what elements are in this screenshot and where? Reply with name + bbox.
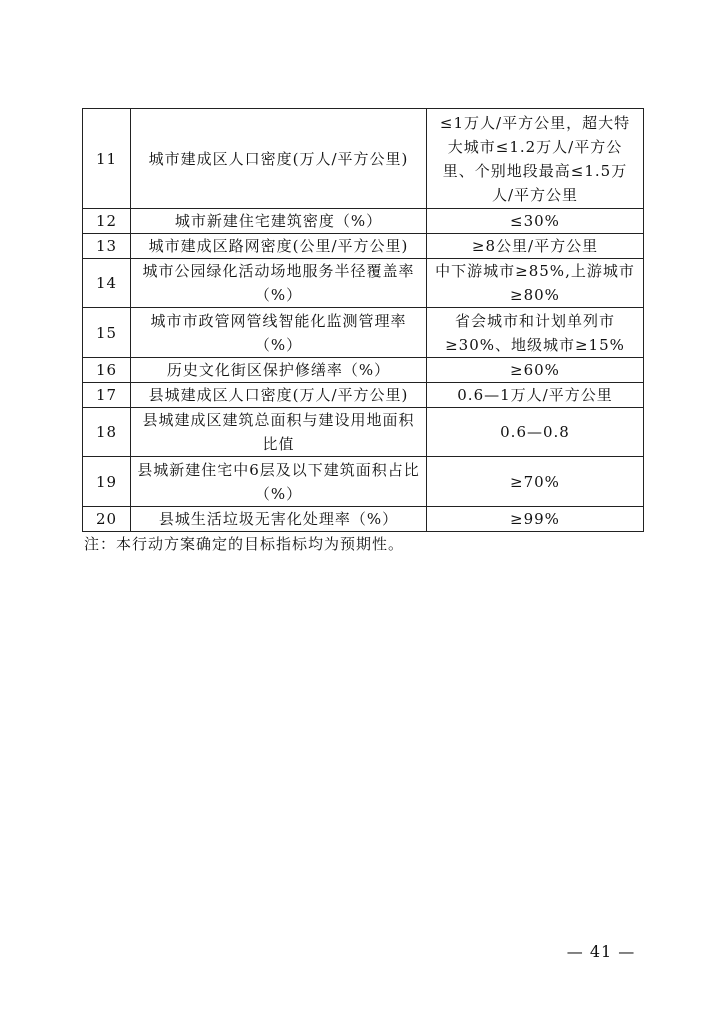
indicator-name: 县城生活垃圾无害化处理率（%） [131, 507, 427, 532]
table-row [83, 507, 644, 532]
indicator-name: 城市市政管网管线智能化监测管理率（%） [131, 308, 427, 358]
indicator-target: 省会城市和计划单列市≥30%、地级城市≥15% [427, 308, 644, 358]
indicator-name: 历史文化街区保护修缮率（%） [131, 358, 427, 383]
row-number: 11 [83, 109, 131, 209]
indicator-table [82, 108, 644, 532]
table-row [83, 358, 644, 383]
indicator-target: 0.6—1万人/平方公里 [427, 383, 644, 408]
indicator-name: 城市新建住宅建筑密度（%） [131, 209, 427, 234]
row-number: 13 [83, 234, 131, 259]
table-row [83, 457, 644, 507]
table-row [83, 259, 644, 308]
row-number: 14 [83, 259, 131, 308]
indicator-target: ≥8公里/平方公里 [427, 234, 644, 259]
table-row [83, 408, 644, 457]
table-row [83, 109, 644, 209]
row-number: 15 [83, 308, 131, 358]
table-row [83, 383, 644, 408]
table-note: 注：本行动方案确定的目标指标均为预期性。 [84, 535, 405, 553]
row-number: 20 [83, 507, 131, 532]
row-number: 17 [83, 383, 131, 408]
indicator-target: ≤1万人/平方公里，超大特大城市≤1.2万人/平方公里、个别地段最高≤1.5万人/平方公里 [427, 109, 644, 209]
indicator-name: 城市建成区路网密度(公里/平方公里) [131, 234, 427, 259]
indicator-target: ≥60% [427, 358, 644, 383]
indicator-target: ≤30% [427, 209, 644, 234]
row-number: 16 [83, 358, 131, 383]
indicator-target: ≥99% [427, 507, 644, 532]
table-row [83, 209, 644, 234]
indicator-target: ≥70% [427, 457, 644, 507]
row-number: 19 [83, 457, 131, 507]
table-row [83, 234, 644, 259]
indicator-name: 城市公园绿化活动场地服务半径覆盖率（%） [131, 259, 427, 308]
indicator-target: 中下游城市≥85%,上游城市≥80% [427, 259, 644, 308]
page-number: — 41 — [566, 942, 636, 961]
row-number: 12 [83, 209, 131, 234]
row-number: 18 [83, 408, 131, 457]
indicator-name: 县城建成区人口密度(万人/平方公里) [131, 383, 427, 408]
indicator-target: 0.6—0.8 [427, 408, 644, 457]
indicator-name: 县城建成区建筑总面积与建设用地面积比值 [131, 408, 427, 457]
indicator-name: 城市建成区人口密度(万人/平方公里) [131, 109, 427, 209]
table-row [83, 308, 644, 358]
indicator-name: 县城新建住宅中6层及以下建筑面积占比（%） [131, 457, 427, 507]
